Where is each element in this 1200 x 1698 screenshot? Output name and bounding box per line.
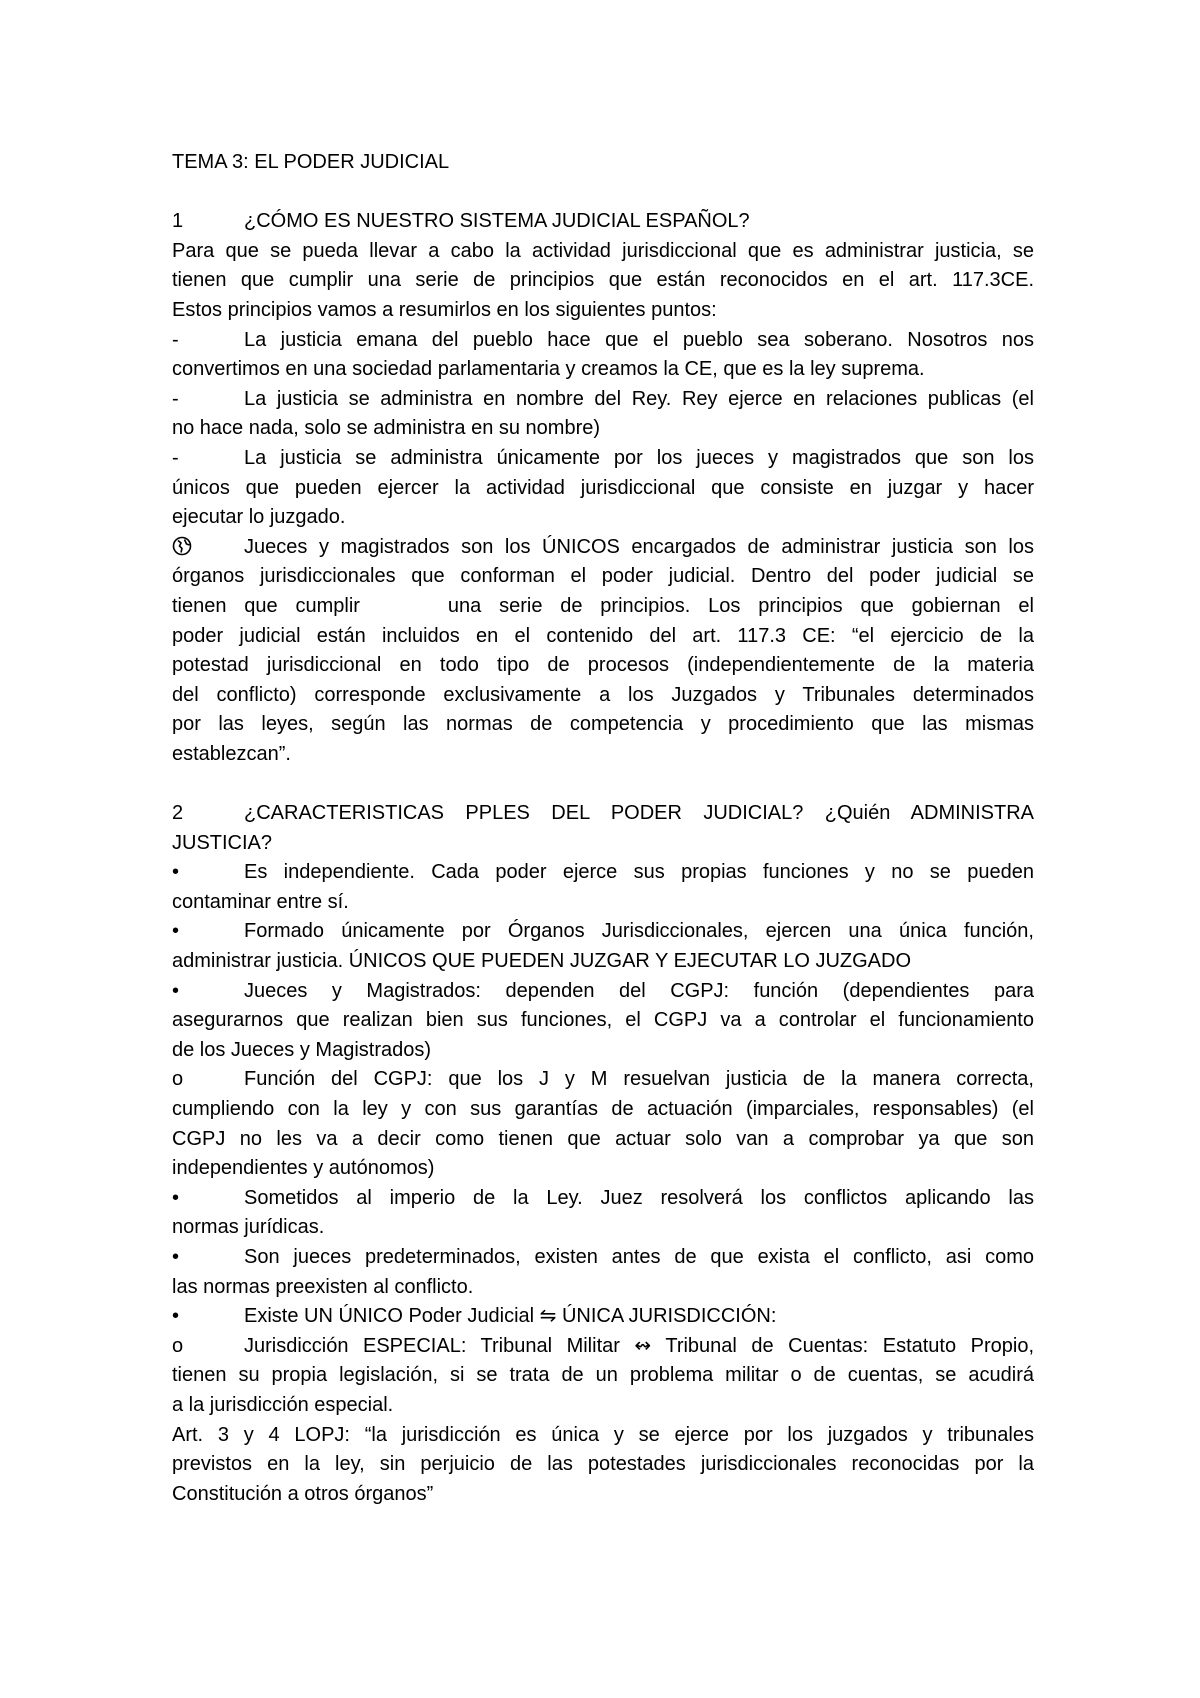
bullet-item: • Formado únicamente por Órganos Jurisdiccionales, ejercen una única función, bbox=[172, 920, 1034, 943]
spacer bbox=[172, 178, 1034, 208]
globe-item-cont: órganos jurisdiccionales que conforman el poder judicial. Dentro del poder judicial se bbox=[172, 565, 1034, 588]
sub-item-cont: tienen su propia legislación, si se trata de un problema militar o de cuentas, se acudirá bbox=[172, 1364, 1034, 1387]
globe-item-cont: establezcan”. bbox=[172, 742, 291, 765]
globe-item-cont: por las leyes, según las normas de competencia y procedimiento que las mismas bbox=[172, 713, 1034, 736]
globe-item-cont: del conflicto) corresponde exclusivamente a los Juzgados y Tribunales determinados bbox=[172, 683, 1034, 706]
bullet-item-cont: contaminar entre sí. bbox=[172, 890, 349, 913]
sub-item: o Jurisdicción ESPECIAL: Tribunal Militar ↭ Tribunal de Cuentas: Estatuto Propio, bbox=[172, 1334, 1034, 1357]
section-1-heading: 1 ¿CÓMO ES NUESTRO SISTEMA JUDICIAL ESPAÑOL? bbox=[172, 210, 750, 233]
dash-item-cont: convertimos en una sociedad parlamentaria y creamos la CE, que es la ley suprema. bbox=[172, 358, 925, 381]
section-2-heading-cont: JUSTICIA? bbox=[172, 831, 273, 854]
paragraph-line: Para que se pueda llevar a cabo la actividad jurisdiccional que es administrar justicia, se bbox=[172, 239, 1034, 262]
document-title: TEMA 3: EL PODER JUDICIAL bbox=[172, 151, 450, 173]
globe-item-cont: potestad jurisdiccional en todo tipo de procesos (independientemente de la materia bbox=[172, 654, 1034, 677]
bullet-item: • Son jueces predeterminados, existen antes de que exista el conflicto, asi como bbox=[172, 1245, 1034, 1268]
paragraph-line: tienen que cumplir una serie de principios que están reconocidos en el art. 117.3CE. bbox=[172, 269, 1034, 292]
bullet-item: • Existe UN ÚNICO Poder Judicial ⇋ ÚNICA JURISDICCIÓN: bbox=[172, 1305, 777, 1328]
globe-item-cont: tienen que cumplir una serie de principios. Los principios que gobiernan el bbox=[172, 594, 1034, 617]
bullet-item: • Sometidos al imperio de la Ley. Juez resolverá los conflictos aplicando las bbox=[172, 1186, 1034, 1209]
bullet-item-cont: las normas preexisten al conflicto. bbox=[172, 1275, 474, 1298]
sub-item-cont: a la jurisdicción especial. bbox=[172, 1393, 394, 1416]
bullet-item: • Jueces y Magistrados: dependen del CGPJ: función (dependientes para bbox=[172, 979, 1034, 1002]
dash-item: - La justicia emana del pueblo hace que el pueblo sea soberano. Nosotros nos bbox=[172, 328, 1034, 351]
bullet-item: • Es independiente. Cada poder ejerce sus propias funciones y no se pueden bbox=[172, 861, 1034, 884]
dash-item: - La justicia se administra en nombre del Rey. Rey ejerce en relaciones publicas (el bbox=[172, 387, 1034, 410]
sub-item-cont: independientes y autónomos) bbox=[172, 1157, 435, 1180]
bullet-item-cont: administrar justicia. ÚNICOS QUE PUEDEN JUZGAR Y EJECUTAR LO JUZGADO bbox=[172, 950, 912, 973]
document-page bbox=[172, 148, 1034, 1509]
sub-item-cont: cumpliendo con la ley y con sus garantías de actuación (imparciales, responsables) (el bbox=[172, 1098, 1034, 1120]
article-quote-cont: previstos en la ley, sin perjuicio de las potestades jurisdiccionales reconocidas por la bbox=[172, 1453, 1034, 1476]
dash-item-cont: únicos que pueden ejercer la actividad jurisdiccional que consiste en juzgar y hacer bbox=[172, 476, 1034, 499]
dash-item-cont: ejecutar lo juzgado. bbox=[172, 506, 346, 529]
dash-item-cont: no hace nada, solo se administra en su nombre) bbox=[172, 417, 601, 440]
paragraph-line: Estos principios vamos a resumirlos en los siguientes puntos: bbox=[172, 298, 717, 321]
sub-item: o Función del CGPJ: que los J y M resuelvan justicia de la manera correcta, bbox=[172, 1068, 1034, 1091]
bullet-item-cont: de los Jueces y Magistrados) bbox=[172, 1038, 432, 1061]
section-2-heading: 2 ¿CARACTERISTICAS PPLES DEL PODER JUDICIAL? ¿Quién ADMINISTRA bbox=[172, 802, 1034, 825]
sub-item-cont: CGPJ no les va a decir como tienen que actuar solo van a comprobar ya que son bbox=[172, 1127, 1034, 1150]
dash-item: - La justicia se administra únicamente por los jueces y magistrados que son los bbox=[172, 446, 1034, 469]
globe-icon bbox=[172, 536, 192, 556]
bullet-item-cont: asegurarnos que realizan bien sus funciones, el CGPJ va a controlar el funcionamiento bbox=[172, 1009, 1034, 1032]
article-quote-cont: Constitución a otros órganos” bbox=[172, 1482, 434, 1505]
article-quote: Art. 3 y 4 LOPJ: “la jurisdicción es única y se ejerce por los juzgados y tribunales bbox=[172, 1423, 1034, 1446]
spacer bbox=[172, 769, 1034, 799]
globe-item-cont: poder judicial están incluidos en el contenido del art. 117.3 CE: “el ejercicio de la bbox=[172, 624, 1034, 647]
globe-item: Jueces y magistrados son los ÚNICOS encargados de administrar justicia son los bbox=[172, 533, 1034, 563]
bullet-item-cont: normas jurídicas. bbox=[172, 1216, 325, 1239]
